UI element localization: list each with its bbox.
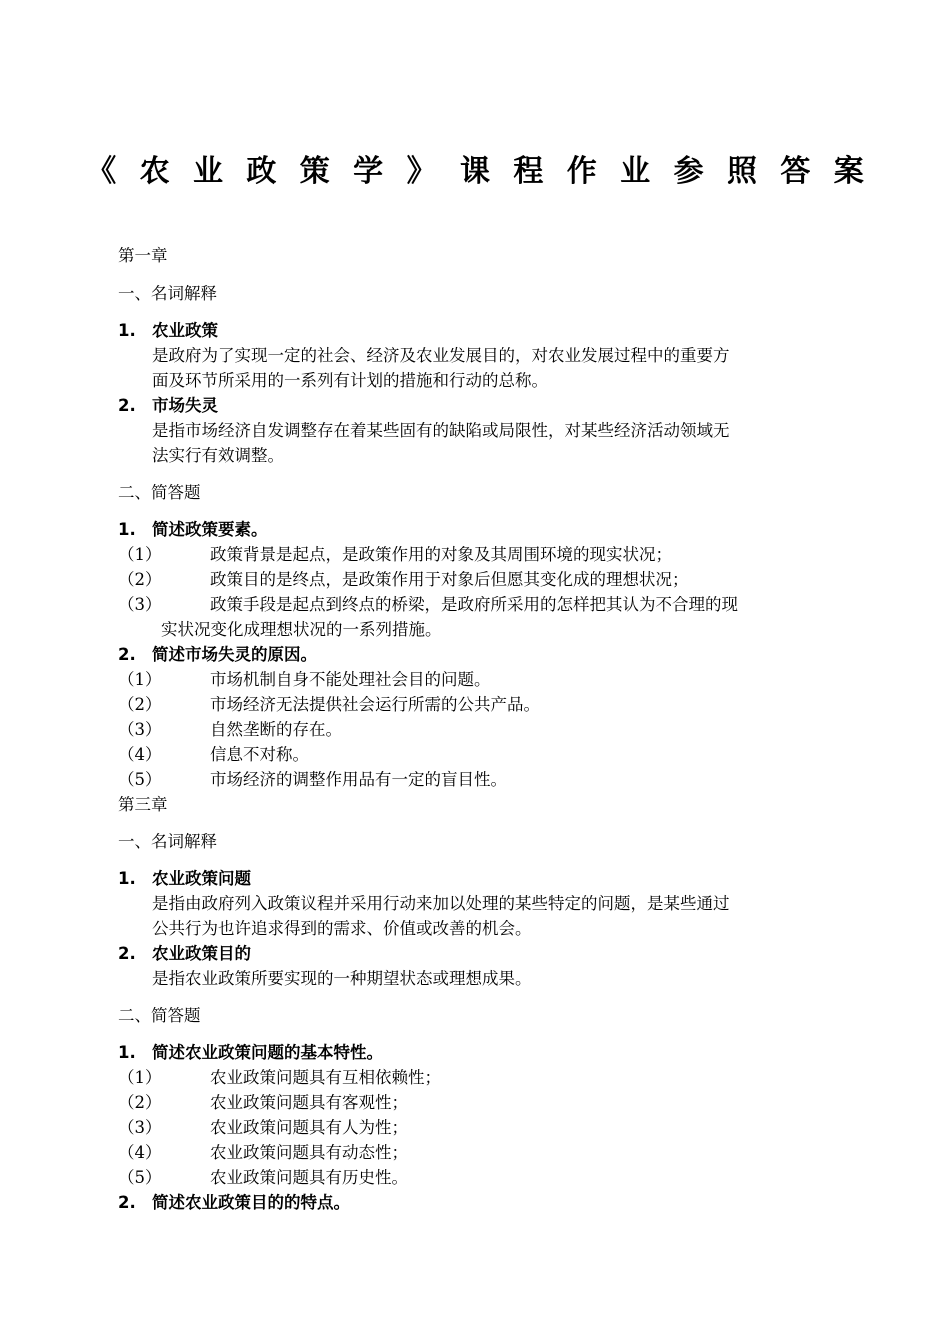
question-title: 简述农业政策目的的特点。 bbox=[152, 1193, 350, 1212]
item-number: 1. bbox=[118, 1043, 136, 1062]
answer-mark: （5） bbox=[118, 1168, 162, 1187]
answer-line bbox=[118, 543, 672, 567]
question-item bbox=[118, 518, 268, 542]
term-title: 农业政策问题 bbox=[152, 869, 251, 888]
term-title: 农业政策目的 bbox=[152, 944, 251, 963]
item-number: 2. bbox=[118, 944, 136, 963]
question-title: 简述政策要素。 bbox=[152, 520, 268, 539]
answer-mark: （2） bbox=[118, 1093, 162, 1112]
answer-line bbox=[118, 1091, 408, 1115]
question-item bbox=[118, 1191, 350, 1215]
answer-mark: （2） bbox=[118, 570, 162, 589]
answer-mark: （3） bbox=[118, 1118, 162, 1137]
answer-line bbox=[118, 743, 309, 767]
definition-line: 是指市场经济自发调整存在着某些固有的缺陷或局限性，对某些经济活动领域无 bbox=[152, 421, 730, 440]
chapter-heading: 第三章 bbox=[118, 795, 168, 814]
definition-line: 是政府为了实现一定的社会、经济及农业发展目的，对农业发展过程中的重要方 bbox=[152, 346, 730, 365]
definition-line: 面及环节所采用的一系列有计划的措施和行动的总称。 bbox=[152, 371, 548, 390]
section-heading: 一、名词解释 bbox=[118, 284, 217, 303]
term-item bbox=[118, 942, 251, 966]
term-item bbox=[118, 867, 251, 891]
section-heading: 一、名词解释 bbox=[118, 832, 217, 851]
definition-line: 法实行有效调整。 bbox=[152, 446, 284, 465]
answer-text: 信息不对称。 bbox=[210, 745, 309, 764]
answer-line bbox=[118, 668, 491, 692]
term-item bbox=[118, 394, 218, 418]
item-number: 2. bbox=[118, 645, 136, 664]
definition-line: 是指农业政策所要实现的一种期望状态或理想成果。 bbox=[152, 969, 532, 988]
term-item bbox=[118, 319, 218, 343]
answer-mark: （4） bbox=[118, 745, 162, 764]
answer-text: 自然垄断的存在。 bbox=[210, 720, 342, 739]
answer-line bbox=[118, 693, 540, 717]
answer-mark: （3） bbox=[118, 720, 162, 739]
definition-line: 公共行为也许追求得到的需求、价值或改善的机会。 bbox=[152, 919, 532, 938]
answer-text: 政策目的是终点，是政策作用于对象后但愿其变化成的理想状况； bbox=[210, 570, 689, 589]
answer-mark: （2） bbox=[118, 695, 162, 714]
question-title: 简述农业政策问题的基本特性。 bbox=[152, 1043, 383, 1062]
question-item bbox=[118, 643, 317, 667]
section-heading: 二、简答题 bbox=[118, 1006, 201, 1025]
answer-line bbox=[118, 1166, 408, 1190]
term-title: 农业政策 bbox=[152, 321, 218, 340]
answer-mark: （3） bbox=[118, 595, 162, 614]
item-number: 1. bbox=[118, 321, 136, 340]
answer-mark: （1） bbox=[118, 1068, 162, 1087]
answer-continuation: 实状况变化成理想状况的一系列措施。 bbox=[161, 620, 442, 639]
answer-text: 农业政策问题具有动态性； bbox=[210, 1143, 408, 1162]
answer-text: 市场经济无法提供社会运行所需的公共产品。 bbox=[210, 695, 540, 714]
question-title: 简述市场失灵的原因。 bbox=[152, 645, 317, 664]
document-title: 《农业政策学》课程作业参照答案 bbox=[86, 154, 888, 189]
definition-line: 是指由政府列入政策议程并采用行动来加以处理的某些特定的问题，是某些通过 bbox=[152, 894, 730, 913]
question-item bbox=[118, 1041, 383, 1065]
section-heading: 二、简答题 bbox=[118, 483, 201, 502]
item-number: 2. bbox=[118, 1193, 136, 1212]
term-title: 市场失灵 bbox=[152, 396, 218, 415]
answer-line bbox=[118, 568, 689, 592]
chapter-heading: 第一章 bbox=[118, 246, 168, 265]
answer-mark: （5） bbox=[118, 770, 162, 789]
item-number: 1. bbox=[118, 869, 136, 888]
answer-line bbox=[118, 1141, 408, 1165]
answer-text: 政策手段是起点到终点的桥梁，是政府所采用的怎样把其认为不合理的现 bbox=[210, 595, 738, 614]
answer-line bbox=[118, 593, 738, 617]
answer-line bbox=[118, 1116, 408, 1140]
item-number: 1. bbox=[118, 520, 136, 539]
answer-text: 农业政策问题具有人为性； bbox=[210, 1118, 408, 1137]
answer-mark: （1） bbox=[118, 545, 162, 564]
answer-text: 市场经济的调整作用品有一定的盲目性。 bbox=[210, 770, 507, 789]
answer-text: 政策背景是起点，是政策作用的对象及其周围环境的现实状况； bbox=[210, 545, 672, 564]
answer-text: 市场机制自身不能处理社会目的问题。 bbox=[210, 670, 491, 689]
answer-line bbox=[118, 768, 507, 792]
answer-mark: （1） bbox=[118, 670, 162, 689]
answer-text: 农业政策问题具有历史性。 bbox=[210, 1168, 408, 1187]
answer-mark: （4） bbox=[118, 1143, 162, 1162]
item-number: 2. bbox=[118, 396, 136, 415]
answer-line bbox=[118, 718, 342, 742]
answer-text: 农业政策问题具有客观性； bbox=[210, 1093, 408, 1112]
answer-text: 农业政策问题具有互相依赖性； bbox=[210, 1068, 441, 1087]
answer-line bbox=[118, 1066, 441, 1090]
